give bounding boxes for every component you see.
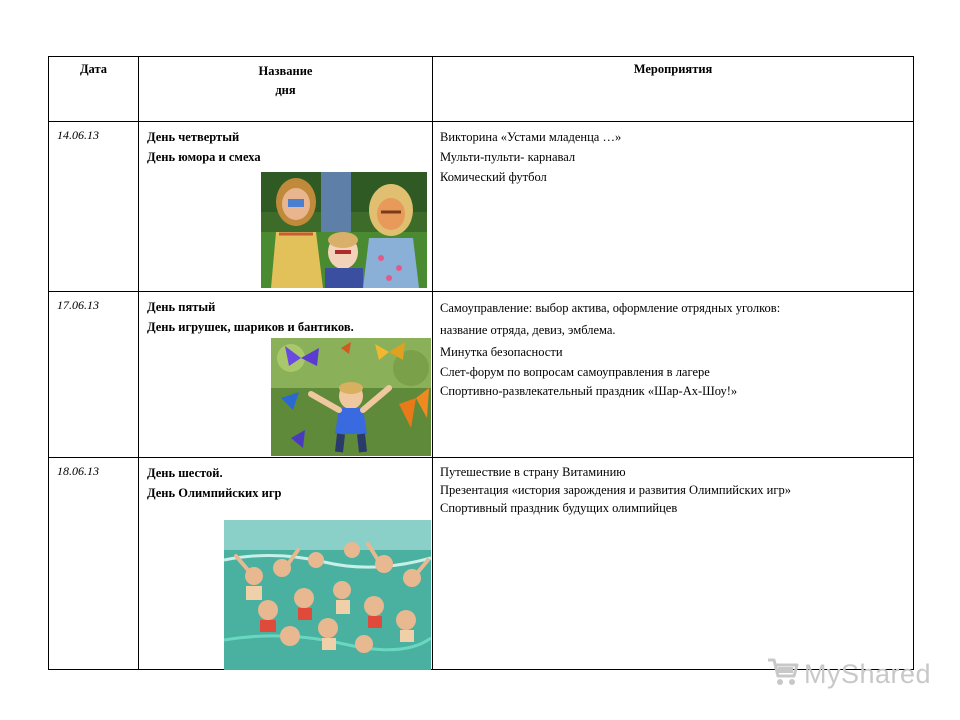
row-activities <box>433 122 914 292</box>
row-date: 14.06.13 <box>49 122 139 292</box>
table-row <box>49 458 914 670</box>
activity-item: Спортивно-развлекательный праздник «Шар-Ах-Шоу!» <box>440 384 738 398</box>
row-activities <box>433 292 914 458</box>
header-activities: Мероприятия <box>433 57 914 122</box>
day-theme: День юмора и смеха <box>147 150 261 164</box>
child-butterflies-photo <box>271 338 431 456</box>
table-row <box>49 122 914 292</box>
row-activities <box>433 458 914 670</box>
activity-item: Мульти-пульти- карнавал <box>440 150 576 164</box>
day-theme: День игрушек, шариков и бантиков. <box>147 320 354 334</box>
schedule-table <box>48 56 914 670</box>
cart-logo-icon <box>766 656 800 693</box>
header-date: Дата <box>49 57 139 122</box>
header-name-line2: дня <box>275 83 296 97</box>
activity-item: Комический футбол <box>440 170 547 184</box>
children-pool-photo <box>224 520 431 670</box>
activity-item: Викторина «Устами младенца …» <box>440 130 622 144</box>
watermark <box>766 656 932 692</box>
activity-item: Слет-форум по вопросам самоуправления в лагере <box>440 365 710 379</box>
activity-item: название отряда, девиз, эмблема. <box>440 323 616 337</box>
activity-item: Презентация «история зарождения и развития Олимпийских игр» <box>440 483 791 497</box>
activity-item: Самоуправление: выбор актива, оформление отрядных уголков: <box>440 301 781 315</box>
header-day-name <box>139 57 433 122</box>
day-theme: День Олимпийских игр <box>147 486 282 500</box>
row-day-name <box>139 122 433 292</box>
day-title: День пятый <box>147 300 216 314</box>
activity-item: Спортивный праздник будущих олимпийцев <box>440 501 678 515</box>
table-row <box>49 292 914 458</box>
activity-item: Минутка безопасности <box>440 345 563 359</box>
row-day-name <box>139 292 433 458</box>
header-name-line1: Название <box>258 64 313 78</box>
day-title: День шестой. <box>147 466 223 480</box>
row-day-name <box>139 458 433 670</box>
watermark-text: MyShared <box>804 658 932 689</box>
row-date: 18.06.13 <box>49 458 139 670</box>
header-row <box>49 57 914 122</box>
row-date: 17.06.13 <box>49 292 139 458</box>
activity-item: Путешествие в страну Витаминию <box>440 465 626 479</box>
day-title: День четвертый <box>147 130 240 144</box>
children-face-paint-photo <box>261 172 427 288</box>
